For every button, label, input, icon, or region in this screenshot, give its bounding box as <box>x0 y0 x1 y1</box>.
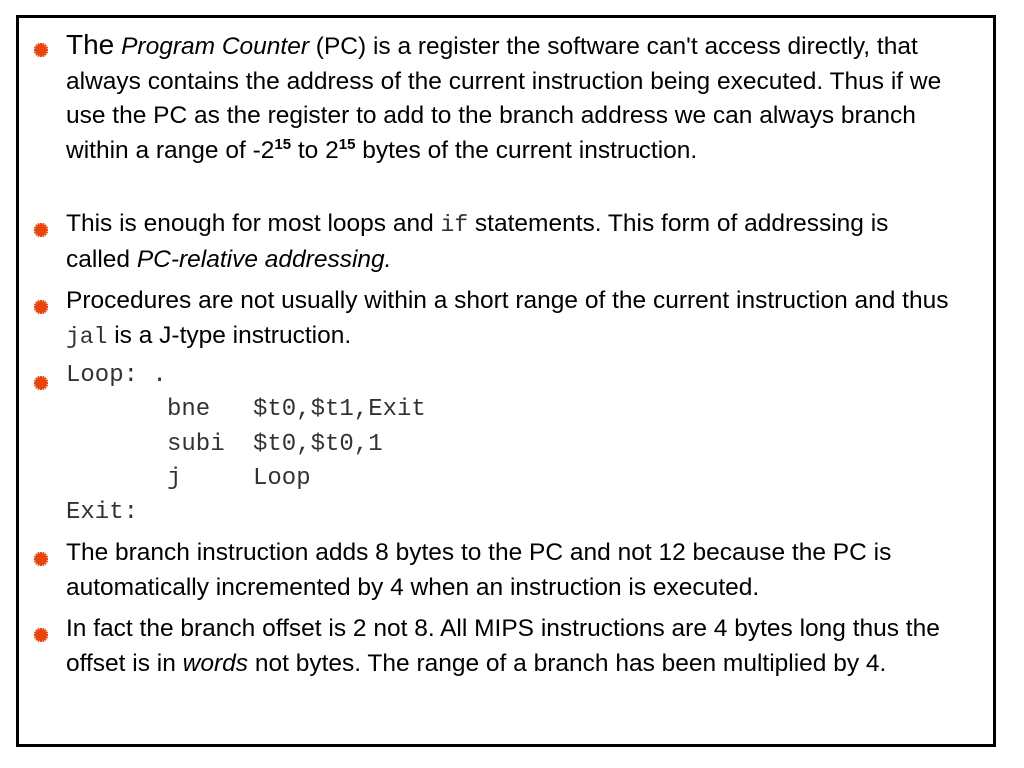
code-line <box>66 393 959 427</box>
slide-frame <box>16 15 996 747</box>
code-if: if <box>440 212 469 238</box>
code-op: j <box>167 464 182 492</box>
starburst-bullet-icon <box>34 43 48 57</box>
starburst-bullet-icon <box>34 376 48 390</box>
code-op: bne <box>167 396 211 424</box>
code-args: Loop <box>253 464 311 492</box>
starburst-bullet-icon <box>34 552 48 566</box>
pc-relative-term: PC-relative addressing. <box>136 245 392 273</box>
bullet-text-part: Procedures are not usually within a short range of the current instruction and thus <box>66 287 949 314</box>
bullet-pc-relative <box>49 207 959 277</box>
bullet-program-counter <box>49 28 959 168</box>
code-jal: jal <box>66 323 108 350</box>
exponent: 15 <box>338 135 356 153</box>
bullet-code-example <box>49 359 959 530</box>
code-args: $t0,$t1,Exit <box>253 396 426 424</box>
bullet-branch-offset <box>49 612 959 681</box>
code-line: Exit: <box>66 499 139 527</box>
bullet-text: The branch instruction adds 8 bytes to the PC and not 12 because the PC is automatically incremented by 4 when an instruction is executed. <box>66 539 892 601</box>
code-block <box>49 359 959 530</box>
bullet-text <box>49 207 959 277</box>
words-term: words <box>182 649 249 677</box>
code-line <box>66 462 959 496</box>
code-args: $t0,$t0,1 <box>253 430 383 458</box>
starburst-bullet-icon <box>34 628 48 642</box>
bullet-text-part: (PC) is a register the software can't access directly, that always contains the address of the current instruction being executed. Thus if we use the PC as the register to add to the branch address we can always branch within a range of -2 <box>66 33 942 164</box>
exponent: 15 <box>274 135 292 153</box>
program-counter-term: Program Counter <box>121 33 309 60</box>
code-op: subi <box>167 430 225 458</box>
bullet-text-part: In fact the branch offset is 2 not 8. All MIPS instructions are 4 bytes long thus the offset is in <box>66 615 940 677</box>
starburst-bullet-icon <box>34 300 48 314</box>
bullet-text-part: statements. This form of addressing is called <box>66 210 889 273</box>
bullet-text <box>49 28 959 168</box>
bullet-text-part: bytes of the current instruction. <box>355 136 698 164</box>
code-line <box>66 428 959 462</box>
bullet-text-part: is a J-type instruction. <box>107 321 352 349</box>
bullet-text-part: This is enough for most loops and <box>66 210 441 237</box>
bullet-text-part: to 2 <box>291 136 339 164</box>
starburst-bullet-icon <box>34 223 48 237</box>
bullet-text-part: not bytes. The range of a branch has been multiplied by 4. <box>248 649 887 677</box>
code-line: Loop: . <box>66 362 167 389</box>
bullet-text <box>49 612 959 681</box>
bullet-procedures <box>49 284 959 354</box>
bullet-text <box>49 284 959 354</box>
word-the: The <box>66 29 115 60</box>
bullet-branch-adds <box>49 536 959 605</box>
